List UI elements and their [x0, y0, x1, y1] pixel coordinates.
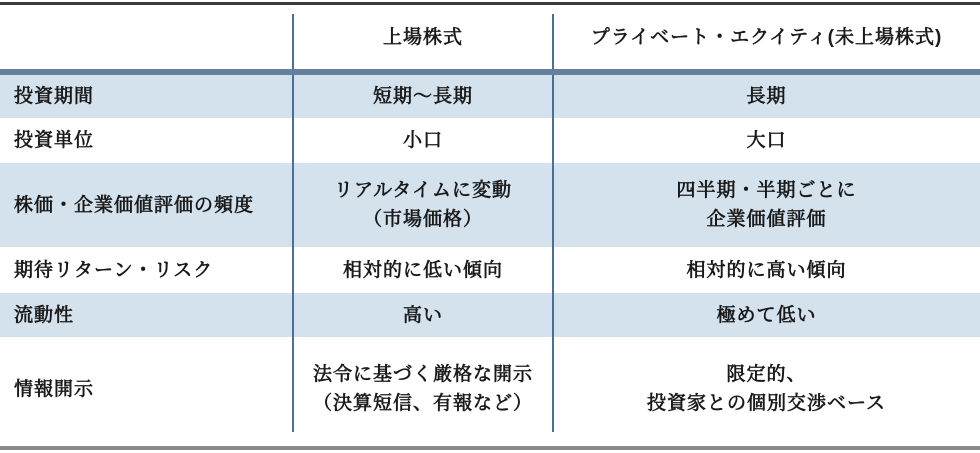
cell-text: 小口 [402, 130, 443, 151]
cell-private-equity [553, 247, 980, 293]
row-label [0, 118, 293, 163]
cell-private-equity [553, 337, 980, 441]
row-label-text: 投資単位 [14, 130, 95, 151]
cell-text: 四半期・半期ごとに [676, 180, 857, 201]
cell-listed [293, 293, 553, 337]
cell-text: 投資家との個別交渉ベース [646, 393, 887, 414]
row-label-text: 流動性 [14, 304, 75, 326]
row-label-text: 情報開示 [14, 378, 95, 400]
column-separator-2 [552, 14, 554, 432]
cell-private-equity [553, 75, 980, 118]
cell-text: 限定的、 [726, 364, 807, 385]
table-row-liquidity [0, 293, 980, 337]
table-row-expected-return-risk [0, 247, 980, 293]
cell-listed [293, 75, 553, 118]
cell-text: 長期 [746, 86, 787, 107]
cell-text: リアルタイムに変動 [333, 180, 513, 201]
cell-text: 大口 [746, 130, 787, 151]
cell-text: 極めて低い [716, 304, 817, 326]
row-label [0, 163, 293, 247]
row-label [0, 75, 293, 118]
cell-text: 相対的に低い傾向 [342, 259, 503, 281]
cell-listed [293, 163, 553, 247]
table-row-investment-period [0, 75, 980, 118]
row-label-text: 投資期間 [14, 86, 95, 107]
cell-private-equity [553, 293, 980, 337]
cell-text: （決算短信、有報など） [312, 393, 533, 414]
column-header-private-equity-label: プライベート・エクイティ(未上場株式) [590, 26, 943, 48]
cell-text: 短期～長期 [372, 86, 473, 107]
row-label [0, 337, 293, 441]
row-label [0, 247, 293, 293]
cell-private-equity [553, 163, 980, 247]
row-label-text: 株価・企業価値評価の頻度 [14, 194, 255, 216]
table-row-information-disclosure [0, 337, 980, 441]
row-label [0, 293, 293, 337]
cell-listed [293, 337, 553, 441]
table-row-investment-unit [0, 118, 980, 163]
comparison-table [0, 5, 980, 441]
cell-text: 高い [402, 304, 443, 326]
cell-listed [293, 247, 553, 293]
header-divider-line [0, 69, 980, 75]
cell-text: 企業価値評価 [706, 209, 827, 230]
cell-text: （市場価格） [362, 209, 483, 230]
table-row-valuation-frequency [0, 163, 980, 247]
cell-listed [293, 118, 553, 163]
cell-text: 相対的に高い傾向 [686, 259, 847, 281]
cell-text: 法令に基づく厳格な開示 [312, 364, 533, 385]
bottom-border-line [0, 446, 980, 450]
cell-private-equity [553, 118, 980, 163]
column-header-private-equity [553, 5, 980, 69]
header-row [0, 5, 980, 69]
column-header-listed-stocks [293, 5, 553, 69]
column-separator-1 [292, 14, 294, 432]
row-label-text: 期待リターン・リスク [14, 259, 214, 281]
column-header-listed-stocks-label: 上場株式 [382, 26, 463, 48]
header-empty-cell [0, 5, 293, 69]
